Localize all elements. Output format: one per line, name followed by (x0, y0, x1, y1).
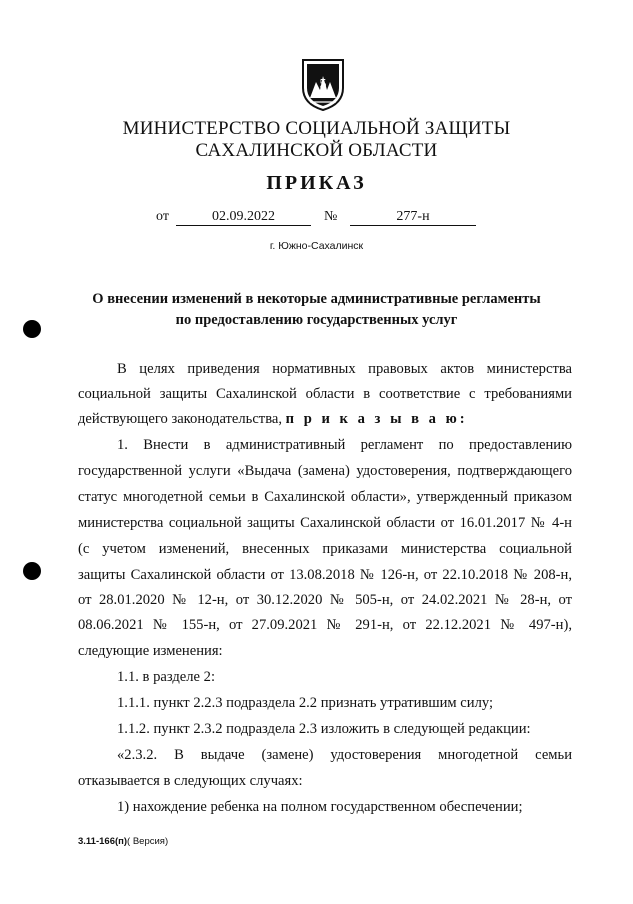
body-line: «2.3.2. В выдаче (замене) удостоверения многодетной семьи (117, 747, 572, 763)
body-line: статус многодетной семьи в Сахалинской области», утвержденный приказом (78, 489, 572, 505)
footer-version: ( Версия) (127, 836, 169, 847)
body-line: 08.06.2021 № 155-н, от 27.09.2021 № 291-н, от 22.12.2021 № 497-н), (78, 617, 572, 633)
body-line: следующие изменения: (78, 643, 223, 659)
body-line: социальной защиты Сахалинской области в соответствие с требованиями (78, 386, 572, 402)
subject-line1: О внесении изменений в некоторые административные регламенты (92, 291, 541, 307)
date-label: от (156, 209, 169, 224)
punch-hole-bottom (23, 562, 41, 580)
body-line: 1.1. в разделе 2: (117, 669, 216, 685)
command-word: п р и к а з ы в а ю (285, 411, 460, 427)
order-subject (0, 289, 633, 331)
sakhalin-coat-of-arms-icon (300, 58, 346, 112)
body-line: В целях приведения нормативных правовых актов министерства (117, 361, 572, 377)
number-label: № (324, 209, 338, 224)
command-colon: : (459, 411, 465, 427)
body-line-command (78, 409, 572, 429)
body-text: действующего законодательства, (78, 411, 283, 427)
subject-line2: по предоставлению государственных услуг (175, 312, 458, 328)
order-title: ПРИКАЗ (266, 172, 367, 194)
body-line: 1.1.2. пункт 2.3.2 подраздела 2.3 изложить в следующей редакции: (117, 721, 531, 737)
document-footer (78, 836, 168, 847)
body-line: (с учетом изменений, внесенных приказами министерства социальной (78, 541, 572, 557)
footer-code: 3.11-166(п) (78, 836, 128, 847)
date-value: 02.09.2022 (176, 209, 311, 226)
city-line: г. Южно-Сахалинск (269, 240, 364, 252)
body-line: 1.1.1. пункт 2.2.3 подраздела 2.2 признать утратившим силу; (117, 695, 494, 711)
body-line: министерства социальной защиты Сахалинской области от 16.01.2017 № 4-н (78, 515, 572, 531)
body-line: 1) нахождение ребенка на полном государственном обеспечении; (117, 799, 523, 815)
svg-text:5: 5 (319, 77, 327, 92)
number-value: 277-н (350, 209, 476, 226)
body-line: отказывается в следующих случаях: (78, 773, 303, 789)
body-line: защиты Сахалинской области от 13.08.2018 № 126-н, от 22.10.2018 № 208-н, (78, 567, 572, 583)
body-line: государственной услуги «Выдача (замена) удостоверения, подтверждающего (78, 463, 572, 479)
body-line: от 28.01.2020 № 12-н, от 30.12.2020 № 505-н, от 24.02.2021 № 28-н, от (78, 592, 572, 608)
ministry-name-line1: МИНИСТЕРСТВО СОЦИАЛЬНОЙ ЗАЩИТЫ (122, 118, 511, 139)
body-line: 1. Внести в административный регламент по предоставлению (117, 437, 572, 453)
ministry-name-line2: САХАЛИНСКОЙ ОБЛАСТИ (195, 140, 438, 161)
